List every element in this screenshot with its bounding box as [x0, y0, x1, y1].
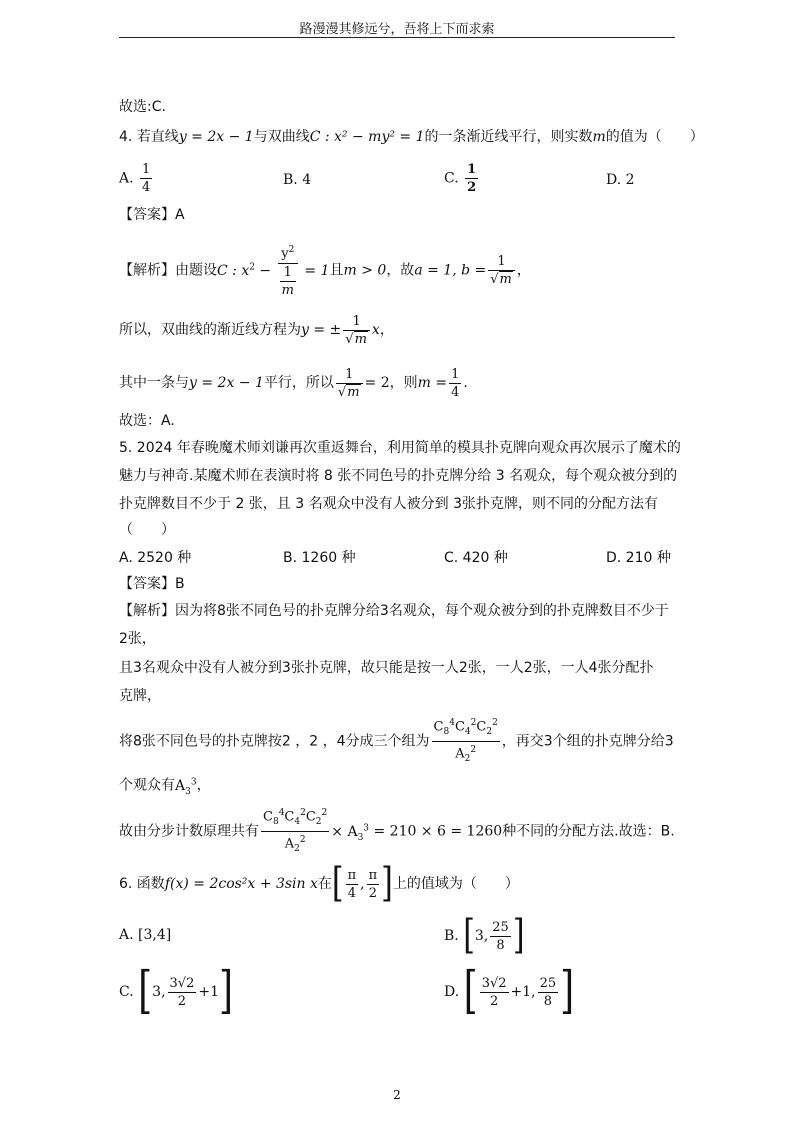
q4-hyperbola-equation: C : x² − my² = 1: [309, 129, 425, 145]
fraction: [140, 161, 152, 196]
option-label: A.: [119, 170, 134, 187]
q4-stem: [119, 127, 704, 147]
previous-conclusion: 故选:C.: [119, 99, 166, 115]
header-rule: [119, 37, 675, 38]
analysis-text: 平行，所以: [263, 375, 334, 391]
q4-answer: 【答案】A: [119, 207, 185, 223]
q6-option-d: D. [ $\frac{3√2}{2}$ +1, $\frac{25}{8}$ ]: [444, 962, 575, 1020]
punctuation: ，: [196, 777, 211, 794]
q5-analysis-line-3: 且3名观众中没有人被分到3张扑克牌，故只能是按一人2张，一人2张，一人4张分配扑: [119, 660, 654, 676]
q4-variable: m: [592, 129, 606, 145]
variable: x: [371, 322, 380, 338]
q5-analysis-line-5: [119, 715, 674, 768]
option-label: A.: [119, 927, 134, 943]
q5-analysis-line-2: 2张，: [119, 631, 156, 647]
analysis-text: 种不同的分配方法.故选：B.: [502, 823, 675, 840]
q5-analysis-line-7: [119, 805, 675, 860]
fraction: $\frac{1}{√m}$: [343, 313, 370, 348]
q4-analysis-line-3: [119, 363, 468, 403]
fraction: $\frac{1}{4}$: [451, 366, 460, 400]
q5-stem-line-1: 5. 2024 年春晚魔术师刘谦再次重返舞台，利用简单的模具扑克牌向观众再次展示了魔术的: [119, 440, 681, 456]
q4-stem-text: 若直线: [136, 129, 179, 145]
q6-option-c: C. [3, $\frac{3√2}{2}$ +1]: [119, 962, 234, 1020]
option-value: [3,4]: [138, 927, 172, 943]
numerator: 1: [467, 162, 477, 177]
q4-option-d: D. 2: [606, 172, 635, 188]
computation: = 210 × 6 = 1260: [373, 823, 503, 840]
fraction: $\frac{1}{√m}$: [336, 366, 363, 401]
analysis-text: 故由分步计数原理共有: [119, 823, 259, 840]
q5-analysis-line-6: [119, 772, 211, 801]
fraction: [465, 161, 478, 196]
arrangement-symbol: $A_3^3$: [175, 777, 197, 797]
q5-answer: 【答案】B: [119, 576, 185, 592]
option-label: C.: [119, 984, 134, 1000]
q4-line-equation: y = 2x − 1: [178, 129, 254, 145]
q6-stem-text: 6. 函数: [119, 876, 165, 892]
q4-analysis-line-1: [119, 241, 531, 299]
q6-stem: [119, 859, 519, 907]
q6-option-b: B. [3, $\frac{25}{8}$ ]: [444, 911, 525, 959]
asymptote-prefix: y = ±: [301, 322, 342, 338]
punctuation: .: [463, 375, 468, 391]
q4-option-c: [444, 161, 480, 196]
analysis-label: 【解析】: [119, 262, 175, 279]
q4-conclusion: 故选：A.: [119, 413, 175, 429]
line-equation: y = 2x − 1: [189, 375, 264, 391]
q6-function: f(x) = 2cos²x + 3sin x: [164, 876, 318, 892]
analysis-text: ，再交3个组的扑克牌分给3: [501, 733, 674, 750]
option-label: D.: [444, 984, 460, 1000]
variable: m =: [417, 375, 448, 391]
analysis-text: 由题设: [175, 262, 217, 279]
fraction: $\frac{1}{√m}$: [488, 253, 515, 288]
arrangement-symbol: × $A_3^3$: [331, 823, 370, 843]
punctuation: ，: [379, 322, 394, 338]
q6-stem-text: 在: [317, 876, 332, 892]
q5-option-d: D. 210 种: [606, 550, 671, 566]
analysis-text: ，故: [386, 262, 415, 279]
q5-stem-line-2: 魅力与神奇.某魔术师在表演时将 8 张不同色号的扑克牌分给 3 名观众，每个观众被分到的: [119, 468, 678, 484]
option-label: B.: [444, 928, 459, 944]
analysis-text: ，则: [389, 375, 418, 391]
q6-option-a: [119, 925, 171, 945]
denominator: 4: [142, 180, 151, 195]
q4-number: 4.: [119, 129, 133, 145]
condition: m > 0: [343, 262, 387, 279]
q5-option-b: B. 1260 种: [283, 550, 356, 566]
q5-analysis-line-4: 克牌，: [119, 688, 161, 704]
grouping-fraction: $\frac{C_8^4C_4^2C_2^2}{A_2^2}$: [261, 805, 329, 858]
denominator: 2: [467, 180, 477, 195]
q4-analysis-line-2: [119, 310, 394, 350]
q5-option-c: C. 420 种: [444, 550, 508, 566]
q5-option-a: A. 2520 种: [119, 550, 192, 566]
analysis-text: 且: [329, 262, 344, 279]
q6-stem-text: 上的值域为（ ）: [392, 876, 519, 892]
analysis-text: 其中一条与: [119, 375, 189, 391]
q4-stem-text: 与双曲线: [253, 129, 310, 145]
equation: = 2: [364, 375, 390, 391]
q4-stem-text: 的值为（ ）: [605, 129, 704, 145]
page-number: 2: [393, 1088, 401, 1102]
numerator: 1: [142, 162, 151, 177]
q4-option-a: [119, 161, 154, 196]
q4-option-b: B. 4: [283, 172, 312, 188]
option-label: C.: [444, 170, 459, 187]
analysis-text: 所以，双曲线的渐近线方程为: [119, 322, 301, 338]
q4-stem-text: 的一条渐近线平行，则实数: [424, 129, 593, 145]
q5-analysis-line-1: 【解析】因为将8张不同色号的扑克牌分给3名观众，每个观众被分到的扑克牌数目不少于: [119, 603, 669, 619]
analysis-text: 将8张不同色号的扑克牌按2 ，2 ，4分成三个组为: [119, 733, 430, 750]
hyperbola-expression: C : $x^2$ − $\frac{y^2}{\frac{1}{m}}$ = 1: [217, 263, 329, 279]
punctuation: ，: [516, 262, 531, 279]
page-header: 路漫漫其修远兮，吾将上下而求索: [299, 22, 495, 37]
grouping-fraction: $\frac{C_8^4C_4^2C_2^2}{A_2^2}$: [432, 715, 500, 768]
q5-stem-line-4: （ ）: [119, 522, 175, 538]
analysis-text: 个观众有: [119, 777, 175, 794]
value-assignment: a = 1, b =: [414, 262, 487, 279]
q6-interval: [ $\frac{\pi}{4}$ , $\frac{\pi}{2}$ ]: [331, 859, 393, 907]
q5-stem-line-3: 扑克牌数目不少于 2 张，且 3 名观众中没有人被分到 3张扑克牌，则不同的分配方法有: [119, 496, 658, 512]
